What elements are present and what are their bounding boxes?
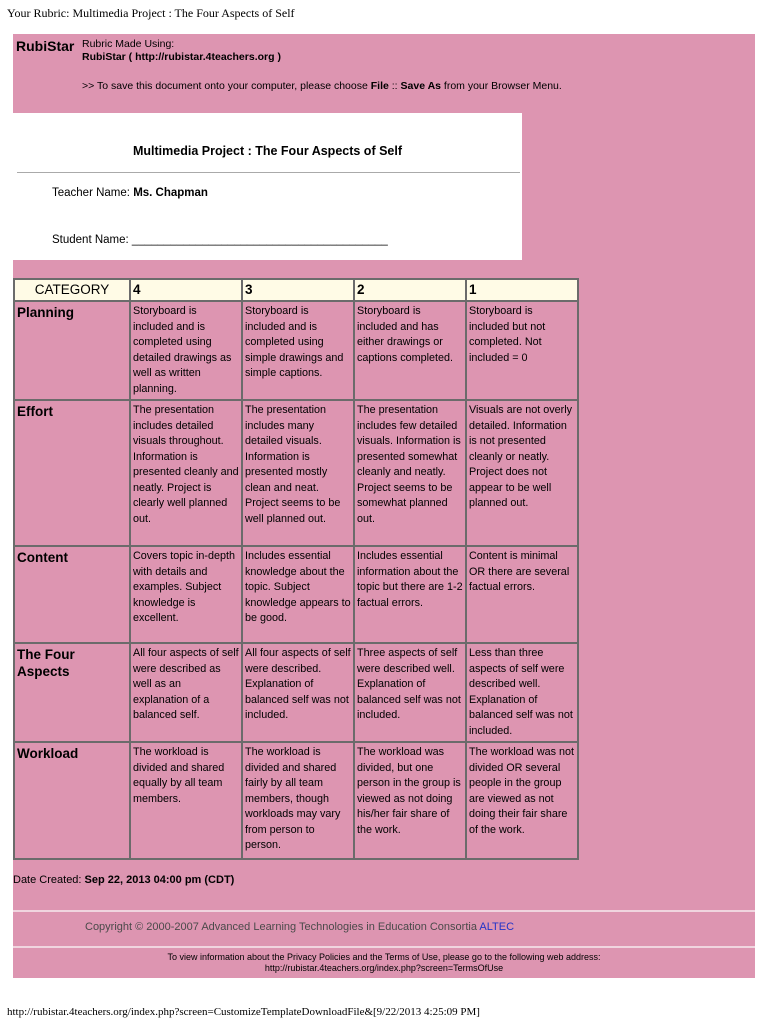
row-category-label: Content: [14, 546, 130, 643]
rubistar-brand: RubiStar: [16, 38, 75, 54]
made-using-url-link[interactable]: RubiStar ( http://rubistar.4teachers.org ): [82, 51, 281, 63]
table-cell: Includes essential information about the topic but there are 1-2 factual errors.: [354, 546, 466, 643]
header-level-2: 2: [354, 279, 466, 301]
student-name-line: [52, 234, 388, 246]
table-cell: The workload was divided, but one person in the group is viewed as not doing his/her fair share of the work.: [354, 742, 466, 859]
row-category-label: Workload: [14, 742, 130, 859]
table-cell: Storyboard is included and is completed using simple drawings and simple captions.: [242, 301, 354, 400]
table-cell: All four aspects of self were described as well as an explanation of a balanced self.: [130, 643, 242, 742]
save-note-file: File: [370, 80, 389, 92]
table-cell: The workload is divided and shared fairly by all team members, though workloads may vary from person to person.: [242, 742, 354, 859]
table-cell: Storyboard is included and has either drawings or captions completed.: [354, 301, 466, 400]
save-instructions: [82, 80, 562, 92]
date-value: Sep 22, 2013 04:00 pm (CDT): [84, 874, 235, 886]
table-row: [14, 742, 578, 859]
table-cell: The presentation includes few detailed visuals. Information is presented somewhat cleanly and neatly. Project seems to be somewhat planned out.: [354, 400, 466, 546]
print-page-footer: http://rubistar.4teachers.org/index.php?screen=CustomizeTemplateDownloadFile&[9/22/2013 4:25:09 PM]: [7, 1006, 480, 1018]
footer-divider-bottom: [13, 946, 755, 948]
rubric-title: Multimedia Project : The Four Aspects of Self: [132, 144, 403, 158]
table-row: [14, 301, 578, 400]
table-cell: Storyboard is included but not completed. Not included = 0: [466, 301, 578, 400]
teacher-label: Teacher Name:: [52, 187, 134, 199]
made-using-label: Rubric Made Using:: [82, 38, 175, 50]
save-note-sep: ::: [388, 80, 401, 92]
table-cell: The presentation includes detailed visuals throughout. Information is presented cleanly and neatly. Project is clearly well planned out.: [130, 400, 242, 546]
print-page-header: Your Rubric: Multimedia Project : The Four Aspects of Self: [7, 6, 295, 20]
student-name-blank: ________________________________________: [131, 234, 388, 246]
table-row: [14, 546, 578, 643]
row-category-label: Effort: [14, 400, 130, 546]
privacy-text: To view information about the Privacy Policies and the Terms of Use, please go to the following web address:: [167, 952, 601, 962]
table-cell: Includes essential knowledge about the topic. Subject knowledge appears to be good.: [242, 546, 354, 643]
table-cell: The workload was not divided OR several people in the group are viewed as not doing their fair share of the work.: [466, 742, 578, 859]
copyright-line: [85, 921, 514, 933]
table-cell: Storyboard is included and is completed using detailed drawings as well as written planning.: [130, 301, 242, 400]
row-category-label: The Four Aspects: [14, 643, 130, 742]
altec-link[interactable]: ALTEC: [479, 921, 515, 933]
footer-divider-top: [13, 910, 755, 912]
teacher-name-line: [52, 187, 208, 199]
table-row: [14, 643, 578, 742]
student-label: Student Name:: [52, 234, 129, 246]
copyright-text: Copyright © 2000-2007 Advanced Learning Technologies in Education Consortia: [85, 921, 480, 933]
table-cell: Less than three aspects of self were described well. Explanation of balanced self was not included.: [466, 643, 578, 742]
terms-of-use-link[interactable]: http://rubistar.4teachers.org/index.php?screen=TermsOfUse: [264, 963, 504, 973]
teacher-name: Ms. Chapman: [133, 187, 208, 199]
row-category-label: Planning: [14, 301, 130, 400]
privacy-notice: [13, 952, 755, 974]
table-header-row: [14, 279, 578, 301]
header-level-4: 4: [130, 279, 242, 301]
save-note-save-as: Save As: [400, 80, 441, 92]
table-row: [14, 400, 578, 546]
table-cell: The presentation includes many detailed visuals. Information is presented mostly clean and neat. Project seems to be well planned out.: [242, 400, 354, 546]
table-cell: Content is minimal OR there are several factual errors.: [466, 546, 578, 643]
header-level-1: 1: [466, 279, 578, 301]
rubric-table: [13, 278, 579, 860]
table-cell: Visuals are not overly detailed. Information is not presented cleanly or neatly. Project does not appear to be well planned out.: [466, 400, 578, 546]
save-note-suffix: from your Browser Menu.: [441, 80, 562, 92]
header-category: CATEGORY: [14, 279, 130, 301]
date-label: Date Created:: [13, 874, 85, 886]
rubric-title-box: [13, 113, 522, 260]
made-using-block: [82, 38, 281, 64]
table-cell: Three aspects of self were described well. Explanation of balanced self was not included.: [354, 643, 466, 742]
save-note-prefix: >> To save this document onto your computer, please choose: [82, 80, 371, 92]
date-created: [13, 874, 234, 886]
header-level-3: 3: [242, 279, 354, 301]
title-divider: [17, 172, 520, 173]
table-cell: All four aspects of self were described. Explanation of balanced self was not included.: [242, 643, 354, 742]
table-cell: The workload is divided and shared equally by all team members.: [130, 742, 242, 859]
table-cell: Covers topic in-depth with details and examples. Subject knowledge is excellent.: [130, 546, 242, 643]
